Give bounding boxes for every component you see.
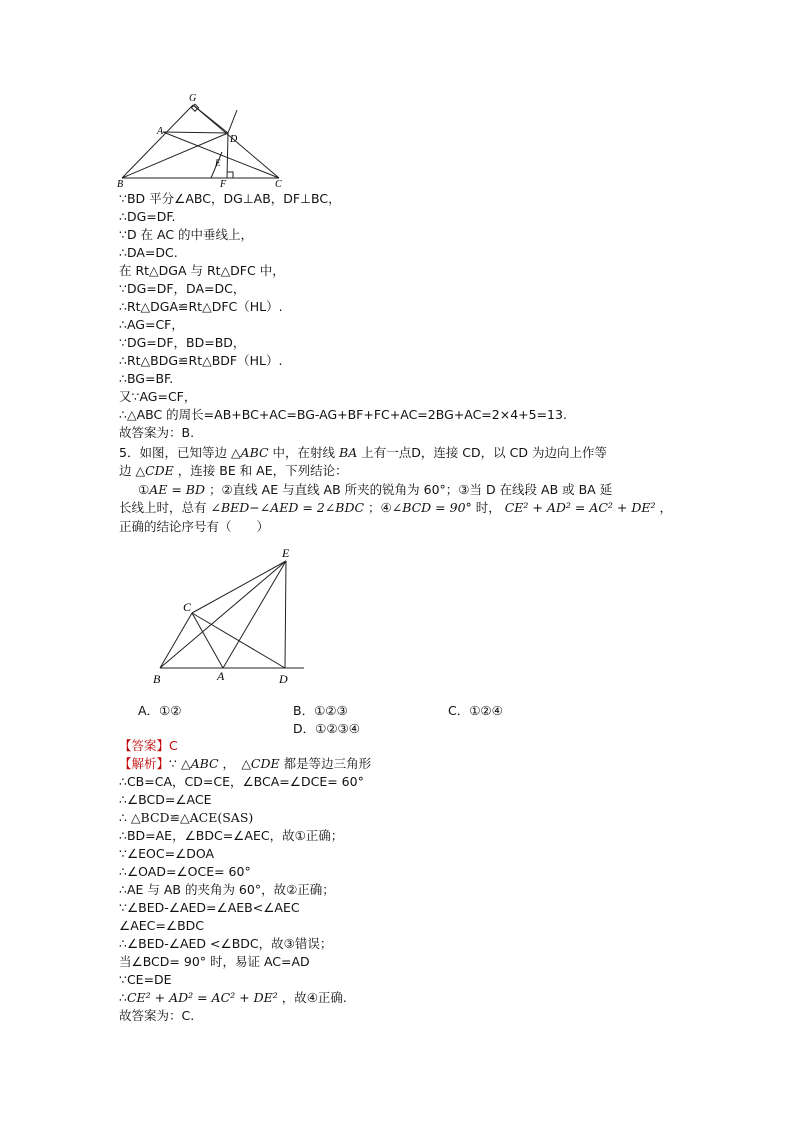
- analysis-line: ∴BD=AE，∠BDC=∠AEC，故①正确；: [119, 828, 344, 843]
- math-cde: △CDE: [241, 756, 280, 771]
- proof-line: ∵DG=DF，BD=BD，: [119, 335, 246, 350]
- proof-line: ∴DG=DF.: [119, 209, 176, 224]
- math-ae-bd: AE = BD: [149, 482, 205, 497]
- proof-line: ∴BG=BF.: [119, 371, 174, 386]
- option-d: D．①②③④: [293, 721, 360, 736]
- proof-line: ∵D 在 AC 的中垂线上，: [119, 227, 254, 242]
- proof-line: ∴Rt△BDG≌Rt△BDF（HL）.: [119, 353, 283, 368]
- analysis-line: ∴∠BCD=∠ACE: [119, 792, 212, 807]
- analysis-line: ∴CB=CA，CD=CE，∠BCA=∠DCE= 60°: [119, 774, 364, 789]
- figure-2-diagram: [148, 545, 348, 690]
- math-abc: △ABC: [230, 445, 269, 460]
- answer-line: [119, 737, 178, 755]
- analysis-line-1: [119, 755, 371, 773]
- fig2-label-c: C: [183, 600, 192, 614]
- fig1-label-a: A: [157, 126, 164, 137]
- text: ；②直线 AE 与直线 AB 所夹的锐角为 60°；③当 D 在线段 AB 或 BA 延: [205, 482, 613, 497]
- analysis-final: 故答案为：C.: [119, 1008, 195, 1023]
- proof-line: ∴Rt△DGA≌Rt△DFC（HL）.: [119, 299, 283, 314]
- answer-head: 【答案】: [119, 738, 170, 753]
- text: ①: [138, 482, 150, 497]
- analysis-line: ∵CE=DE: [119, 972, 172, 987]
- option-c: C．①②④: [448, 703, 503, 718]
- fig1-label-b: B: [117, 179, 124, 187]
- fig1-label-d: D: [230, 134, 238, 145]
- text: ；④: [364, 500, 392, 515]
- question-line-2: [119, 462, 348, 480]
- question-line-4: [119, 499, 672, 517]
- proof-line: ∵DG=DF，DA=DC，: [119, 281, 246, 296]
- fig2-label-d: D: [279, 672, 288, 686]
- proof-line: 又∵AG=CF，: [119, 389, 197, 404]
- text: 边: [119, 463, 136, 478]
- fig2-label-b: B: [153, 672, 161, 686]
- fig1-label-g: G: [189, 93, 197, 104]
- question-line-1: [119, 444, 607, 462]
- text: ，故④正确.: [277, 990, 347, 1005]
- text: ，: [218, 756, 242, 771]
- proof-line: ∴AG=CF，: [119, 317, 184, 332]
- option-b: B．①②③: [293, 703, 348, 718]
- analysis-line: ∴∠OAD=∠OCE= 60°: [119, 864, 251, 879]
- analysis-line-last: [119, 989, 347, 1007]
- proof-line: ∴△ABC 的周长=AB+BC+AC=BG-AG+BF+FC+AC=2BG+AC=2×4+5=13.: [119, 407, 567, 422]
- math-squares: CE² + AD² = AC² + DE²: [126, 990, 278, 1005]
- text: ，连接 BE 和 AE，下列结论：: [173, 463, 348, 478]
- analysis-line: ∠AEC=∠BDC: [119, 918, 204, 933]
- analysis-line: 当∠BCD= 90° 时，易证 AC=AD: [119, 954, 310, 969]
- analysis-line: ∴∠BED-∠AED <∠BDC，故③错误；: [119, 936, 333, 951]
- question-line-3: [138, 481, 612, 499]
- proof-line: 故答案为：B.: [119, 425, 195, 440]
- analysis-line-sas: ∴ △BCD≌△ACE(SAS): [119, 810, 254, 825]
- math-angle-eq: ∠BED−∠AED = 2∠BDC: [210, 500, 365, 515]
- proof-line: ∴DA=DC.: [119, 245, 178, 260]
- text: 上有一点D，连接 CD，以 CD 为边向上作等: [357, 445, 607, 460]
- fig1-label-f: F: [220, 179, 227, 187]
- text: ∴: [119, 990, 127, 1005]
- option-a: A．①②: [138, 703, 182, 718]
- math-squares: CE² + AD² = AC² + DE²: [504, 500, 656, 515]
- fig2-label-a: A: [217, 669, 225, 683]
- fig1-label-c: C: [275, 179, 282, 187]
- analysis-line: ∴AE 与 AB 的夹角为 60°，故②正确；: [119, 882, 335, 897]
- text: 长线上时，总有: [119, 500, 211, 515]
- math-cde: △CDE: [135, 463, 174, 478]
- math-abc: △ABC: [180, 756, 219, 771]
- text: 都是等边三角形: [279, 756, 372, 771]
- fig1-label-e: E: [215, 158, 221, 168]
- math-ba: BA: [339, 445, 358, 460]
- answer-value: C: [169, 738, 178, 753]
- text: 中，在射线: [268, 445, 340, 460]
- proof-line: 在 Rt△DGA 与 Rt△DFC 中，: [119, 263, 285, 278]
- fig2-label-e: E: [282, 546, 290, 560]
- text: 时，: [471, 500, 505, 515]
- analysis-head: 【解析】: [119, 756, 170, 771]
- question-line-5: 正确的结论序号有（ ）: [119, 519, 270, 534]
- analysis-line: ∵∠BED-∠AED=∠AEB<∠AEC: [119, 900, 300, 915]
- proof-line: ∵BD 平分∠ABC，DG⊥AB，DF⊥BC，: [119, 191, 341, 206]
- analysis-line: ∵∠EOC=∠DOA: [119, 846, 215, 861]
- text: 5．如图，已知等边: [119, 445, 231, 460]
- math-bcd-90: ∠BCD = 90°: [391, 500, 472, 515]
- text: ∵: [169, 756, 181, 771]
- figure-1-diagram: [117, 92, 287, 187]
- text: ，: [655, 500, 672, 515]
